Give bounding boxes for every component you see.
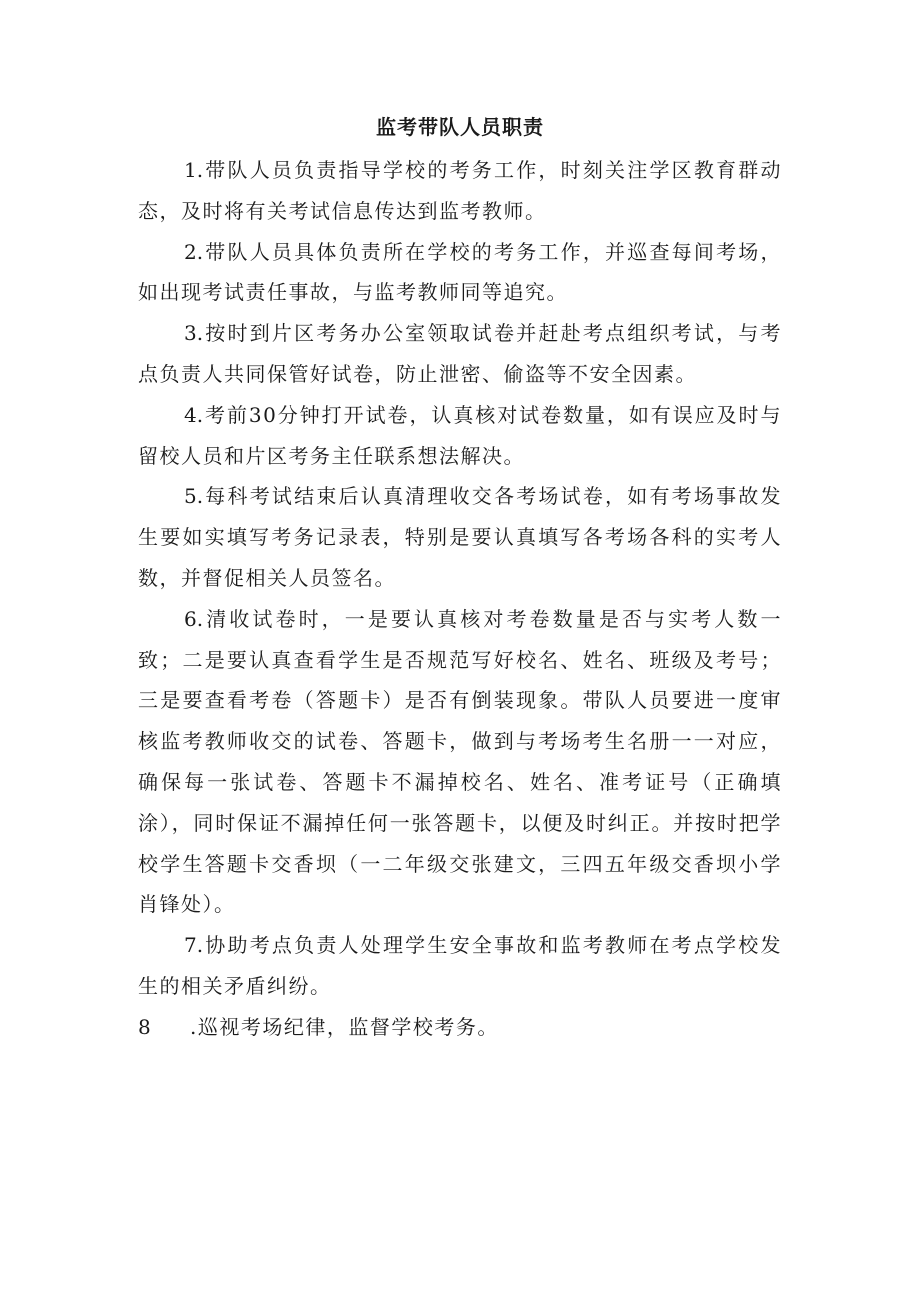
duty-item-3 — [138, 313, 782, 395]
item-text: .考前30分钟打开试卷，认真核对试卷数量，如有误应及时与留校人员和片区考务主任联系想法解决。 — [138, 402, 782, 468]
item-text: .每科考试结束后认真清理收交各考场试卷，如有考场事故发生要如实填写考务记录表，特别是要认真填写各考场各科的实考人数，并督促相关人员签名。 — [138, 484, 782, 590]
item-text: .带队人员负责指导学校的考务工作，时刻关注学区教育群动态，及时将有关考试信息传达到监考教师。 — [138, 158, 782, 223]
item-number: 5 — [184, 484, 197, 509]
item-text: .按时到片区考务办公室领取试卷并赶赴考点组织考试，与考点负责人共同保管好试卷，防止泄密、偷盗等不安全因素。 — [138, 321, 782, 386]
document-title: 监考带队人员职责 — [376, 115, 544, 139]
duty-item-1 — [138, 150, 782, 232]
duty-item-2 — [138, 232, 782, 314]
item-number: 2 — [184, 239, 197, 264]
item-number: 7 — [184, 933, 197, 958]
item-text: .带队人员具体负责所在学校的考务工作，并巡查每间考场，如出现考试责任事故，与监考教师同等追究。 — [138, 239, 782, 305]
duty-item-6 — [138, 599, 782, 925]
item-number: 4 — [184, 402, 197, 427]
item-number: 3 — [184, 321, 197, 346]
item-text: .清收试卷时，一是要认真核对考卷数量是否与实考人数一致；二是要认真查看学生是否规范写好校名、姓名、班级及考号；三是要查看考卷（答题卡）是否有倒装现象。带队人员要进一度审核监考教师收交的试卷、答题卡，做到与考场考生名册一一对应，确保每一张试卷、答题卡不漏掉校名、姓名、准考证号（正确填涂），同时保证不漏掉任何一张答题卡，以便及时纠正。并按时把学校学生答题卡交香坝（一二年级交张建文，三四五年级交香坝小学肖锋处）。 — [138, 606, 782, 917]
duty-item-8 — [138, 1007, 782, 1048]
duty-item-7 — [138, 925, 782, 1007]
duty-item-5 — [138, 476, 782, 598]
document-body — [138, 150, 782, 1048]
duty-item-4 — [138, 395, 782, 477]
item-number: 8 — [138, 1014, 153, 1039]
item-text: .协助考点负责人处理学生安全事故和监考教师在考点学校发生的相关矛盾纠纷。 — [138, 933, 782, 998]
item-number: 6 — [184, 606, 197, 631]
item-text: .巡视考场纪律，监督学校考务。 — [190, 1014, 499, 1039]
item-number: 1 — [184, 158, 197, 182]
